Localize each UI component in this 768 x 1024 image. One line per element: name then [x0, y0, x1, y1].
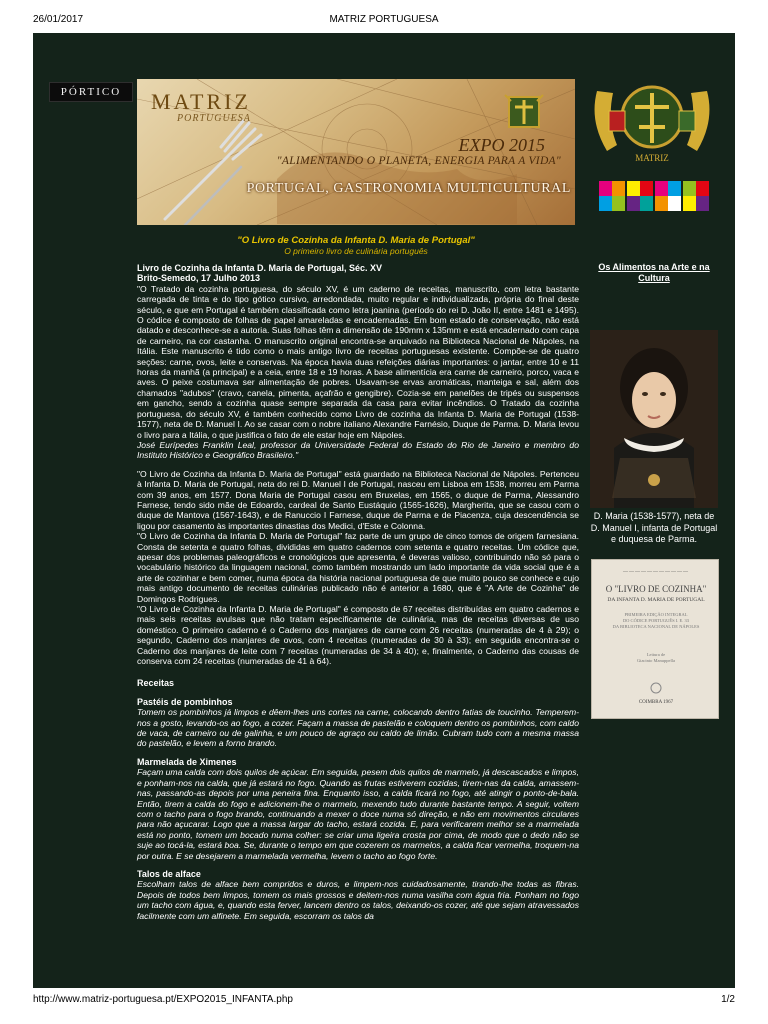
link-alimentos-arte-cultura[interactable]: Os Alimentos na Arte e na Cultura	[598, 262, 710, 283]
article-heading-quote: "O Livro de Cozinha da Infanta D. Maria de Portugal"	[237, 235, 475, 246]
banner-logo-subtitle: PORTUGUESA	[177, 113, 251, 124]
recipes-heading: Receitas	[137, 678, 175, 689]
article-byline: Brito-Semedo, 17 Julho 2013	[137, 273, 261, 284]
expo-logo-p-icon	[655, 181, 681, 211]
expo-logo-x-icon	[627, 181, 653, 211]
recipe-title: Pastéis de pombinhos	[137, 696, 233, 707]
recipe-text: Tomem os pombinhos já limpos e dêem-lhes uns cortes na carne, colocando dentro fatias de toucinho. Temperem-nos a gosto, levando-os ao fogo, a cozer. Façam a massa de pastelão e coloquem dentro os pombinhos, com caldo de vaca, de carneiro ou de galinha, e um pouco de agraço ou caldo de limão. Cubram tudo com a mesma massa do pastelão, e levem a forno brando.	[137, 707, 579, 749]
banner-slogan: "ALIMENTANDO O PLANETA, ENERGIA PARA A VIDA"	[276, 155, 561, 167]
expo-banner	[137, 79, 575, 225]
print-header	[0, 14, 768, 28]
banner-expo-title: EXPO 2015	[458, 135, 545, 155]
web-page	[33, 33, 735, 988]
expo-2015-logo	[599, 181, 711, 217]
portico-nav-button[interactable]: PÓRTICO	[49, 82, 133, 102]
recipe-text: Façam uma calda com dois quilos de açúcar. Em seguida, pesem dois quilos de marmelo, já descascados e limpos, e ponham-nos na calda, que já estará no fogo. Quando as frutas estiverem cozidas, tirem-nas da calda, amassem-nas, passando-as depois por uma peneira fina. Enquanto isso, a calda ficará no fogo, até atingir o ponto-de-bala. Então, tirem a calda do fogo e adicionem-lhe o marmelo, mexendo tudo durante bastante tempo. A seguir, voltem com o tacho para o fogo brando, continuando a mexer o doce numa só direção, e não em movimentos circulares para não açucarar. Logo que a massa largar do tacho, estará cozida. E, para verificarem melhor se a marmelada está no ponto, tomem um bocado numa colher: se criar uma ligeira crosta por cima, de modo que o dedo não se suje ao tocá-la, estará boa. Se, durante o tempo em que cozerem os marmelos, a calda ficar vermelha, troquem-na por outra. E se desejarem a marmelada vermelha, levem o tacho ao fogo forte.	[137, 767, 579, 861]
print-footer	[0, 994, 768, 1008]
matriz-crest-icon	[589, 81, 715, 167]
portrait-icon	[590, 330, 718, 508]
print-url: http://www.matriz-portuguesa.pt/EXPO2015_INFANTA.php	[33, 994, 293, 1005]
print-date: 26/01/2017	[33, 14, 84, 25]
expo-logo-o-icon	[683, 181, 709, 211]
article-paragraph: "O Livro de Cozinha da Infanta D. Maria de Portugal" é composto de 67 receitas distribuídas em quatro cadernos e mais seis receitas avulsas que não tratam especificamente de culinária, mas de receitas diversas de uso doméstico. O primeiro caderno é o Caderno dos manjares de carne com 26 receitas (numeradas de 4 à 29); o segundo, Caderno dos manjares de ovos, com 4 receitas (numeradas de 30 à 33); em seguida encontra-se o Caderno dos manjares de leite com 7 receitas (numeradas de 34 à 40); e, finalmente, o Caderno das cousas de conserva com 24 receitas (numeradas de 41 à 64).	[137, 604, 579, 667]
book-title: O "LIVRO DE COZINHA"	[605, 584, 707, 594]
recipe-title: Marmelada de Ximenes	[137, 756, 237, 767]
print-title: MATRIZ PORTUGUESA	[329, 14, 439, 25]
book-cover-image: ——————————— O "LIVRO DE COZINHA" DA INFANTA D. MARIA DE PORTUGAL PRIMEIRA EDIÇÃO INTEGRAL DO CÓDICE PORTUGUÊS I. E. 33 DA BIBLIOTECA NACIONAL DE NÁPOLES Leitura de Giacinto Manuppella COIMBRA 1967	[591, 559, 719, 719]
article-signature: José Eurípedes Franklin Leal, professor da Universidade Federal do Estado do Rio de Janeiro e membro do Instituto Histórico e Geográfico Brasileiro."	[137, 439, 579, 461]
book-emblem-icon	[650, 682, 662, 694]
svg-text:MATRIZ: MATRIZ	[635, 153, 669, 163]
book-subtitle: DA INFANTA D. MARIA DE PORTUGAL	[607, 597, 705, 603]
article-paragraph: "O Livro de Cozinha da Infanta D. Maria de Portugal" faz parte de um grupo de cinco tomos de origem farnesiana. Consta de setenta e quatro folhas, divididas em quatro cadernos com setenta e quatro receitas. Um códice que, apesar dos problemas paleográficos e cronológicos que apresenta, é deveras valioso, contribuindo não só para o vocabulário histórico da linguagem nacional, como também mostrando um lado importante da vida social que é a arte de cozinhar e bem comer, numa época da história nacional portuguesa de que muito pouco se conhece e cujo mais antigo documento de receitas culinárias publicado não é anterior a 1680, que é "A Arte de Cozinha" de Domingos Rodrigues.	[137, 531, 579, 604]
banner-subtitle: PORTUGAL, GASTRONOMIA MULTICULTURAL	[246, 181, 571, 196]
portrait-image	[590, 330, 718, 508]
recipe-text: Escolham talos de alface bem compridos e duros, e limpem-nos cuidadosamente, tirando-lhe todas as fibras. Depois de todos bem limpos, tomem os mais grossos e deitem-nos numa vasilha com água fria. Ponham no fogo um tacho com água, e, quando esta ferver, lancem dentro os talos, deixando-os cozer, até que sejam atravessados facilmente com um alfinete. Em seguida, escorram os talos da	[137, 879, 579, 921]
print-page-number: 1/2	[721, 994, 735, 1005]
article-heading-subtitle: O primeiro livro de culinária português	[284, 246, 428, 256]
banner-crest-icon	[503, 91, 545, 131]
fork-icon	[145, 119, 265, 225]
article-paragraph: "O Livro de Cozinha da Infanta D. Maria de Portugal" está guardado na Biblioteca Nacional de Nápoles. Pertenceu à Infanta D. Maria de Portugal, neta do rei D. Manuel I de Portugal, nasceu em Lisboa em 1538, morreu em Parma com 39 anos, em 1577. Dona Maria de Portugal casou em Bruxelas, em 1565, o duque de Parma, Alessandro Farnese, tendo sido mãe de Edoardo, cardeal de Santo Eustáquio (1565-1626), Margherita, que se casou com o duque de Mantova (1567-1643), e de Ranuccio I Farnese, duque de Parma e de Piacenza, cuja descendência se ligou por casamento às importantes dinastias dos Medici, d'Este e Colonna.	[137, 468, 579, 531]
recipe-title: Talos de alface	[137, 868, 201, 879]
portrait-caption: D. Maria (1538-1577), neta de D. Manuel I, infanta de Portugal e duquesa de Parma.	[590, 511, 718, 544]
banner-logo-title: MATRIZ	[151, 89, 251, 114]
article-paragraph: "O Tratado da cozinha portuguesa, do século XV, é um caderno de receitas, manuscrito, com letra bastante carregada de tinta e do tipo gótico cursivo, arredondada, muito regular e individualizada, própria do final deste século, e que em Portugal é também classificada como letra joanina (período do rei D. João II, entre 1481 e 1495). O códice é composto de folhas de papel amareladas e encadernadas. Em bom estado de conservação, não está datado e desconhece-se a autoria. Suas folhas têm a dimensão de 190mm x 135mm e está encadernado com capa de carneiro, na cor castanha. O manuscrito original encontra-se arquivado na Biblioteca Nacional de Nápoles, na Itália. Este manuscrito é tido como o mais antigo livro de receitas portuguesas existente. Compõe-se de quatro seções: carne, ovos, leite e conservas. Na época havia duas refeições diárias importantes: o jantar, entre 10 e 11 horas da manhã (a principal) e a ceia, entre 18 e 19 horas. A base alimentícia era carne de carneiro, porco, vaca e aves. O peixe costumava ser alimentação de pobres. Usavam-se ervas aromáticas, manteiga e sal, além dos chamados "adubos" (cravo, canela, pimenta, açafrão e gengibre). Cozia-se em panelões de tripés ou suspensos em gancho, sendo a cozinha quase sempre separada da casa para evitar incêndios. O Tratado da cozinha portuguesa, do século XV, é também conhecido como Livro de cozinha da Infanta D. Maria de Portugal (1538-1577), neta de D. Manuel I. Ao se casar com o nobre italiano Alexandre Farnésio, Duque de Parma. D. Maria levou o livro para a Itália, o que justifica o fato de ele estar hoje em Nápoles.	[137, 283, 579, 440]
article-body	[137, 263, 579, 921]
book-imprint: COIMBRA 1967	[638, 700, 674, 705]
article-title: Livro de Cozinha da Infanta D. Maria de Portugal, Séc. XV	[137, 263, 383, 273]
expo-logo-e-icon	[599, 181, 625, 211]
